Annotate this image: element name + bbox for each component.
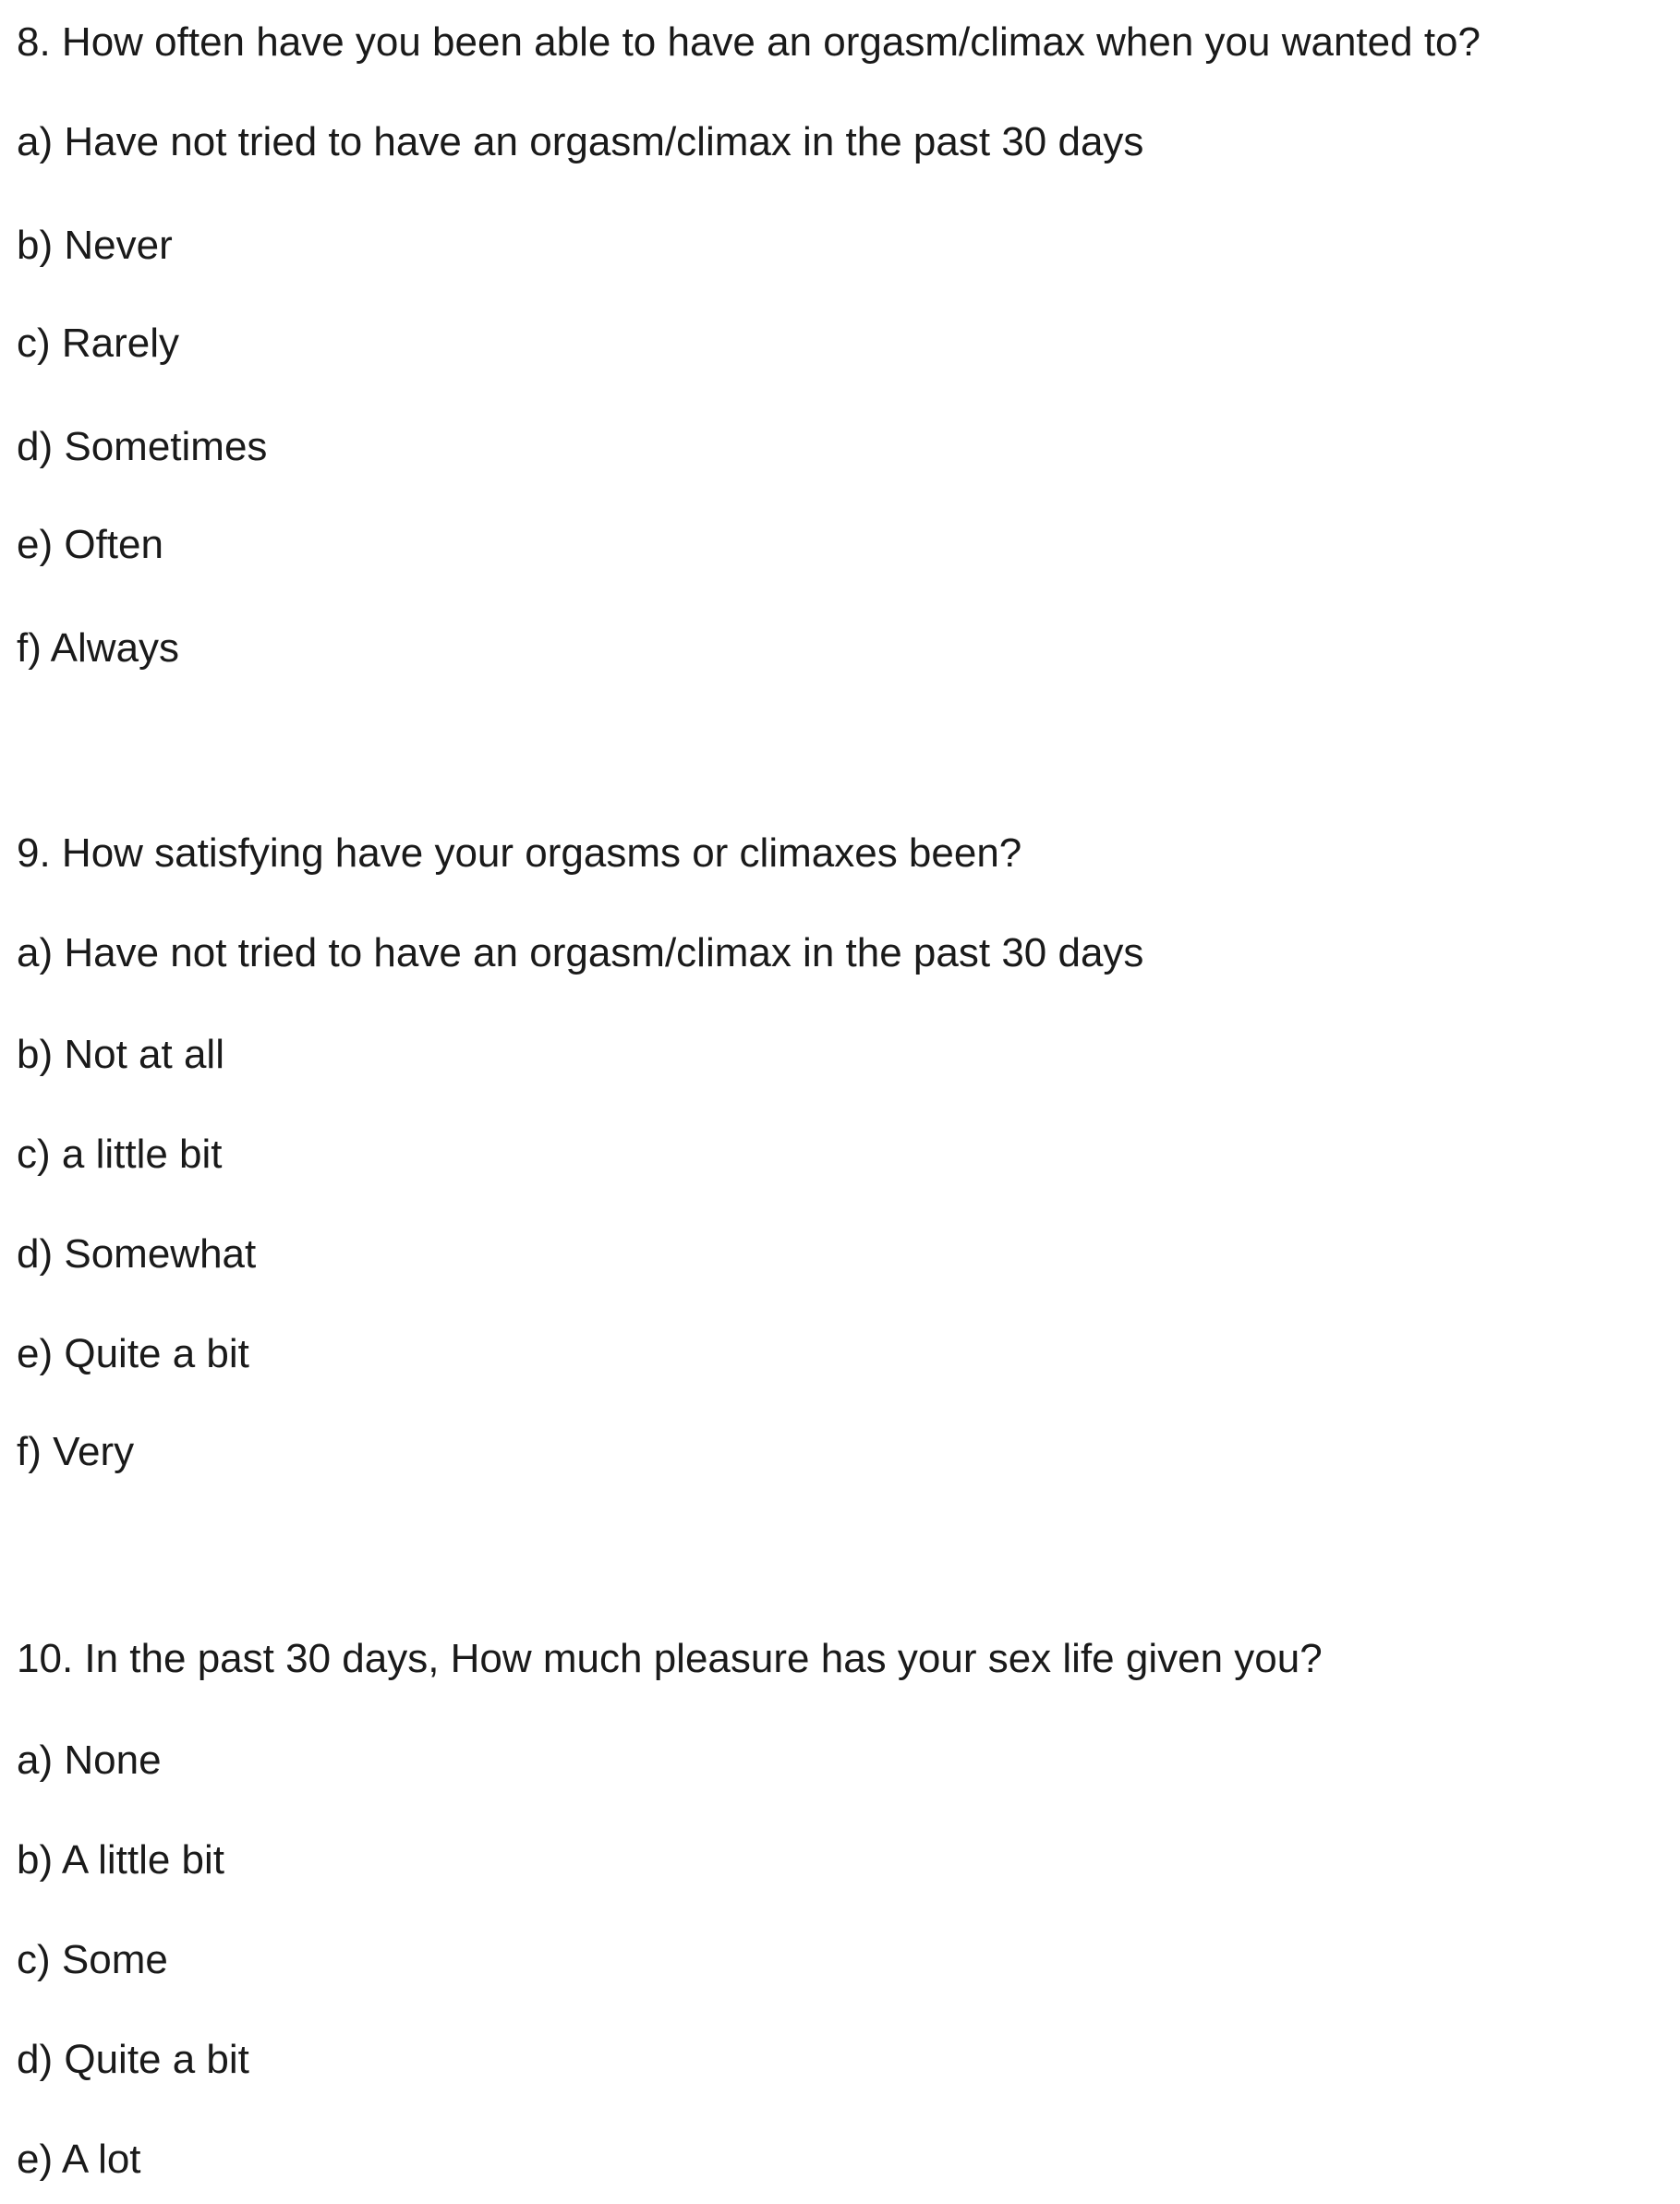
question-9-option-f: f) Very	[17, 1429, 135, 1474]
question-10-option-d: d) Quite a bit	[17, 2037, 249, 2082]
question-9-option-d: d) Somewhat	[17, 1231, 257, 1277]
question-9-option-b: b) Not at all	[17, 1032, 224, 1077]
question-10-option-b: b) A little bit	[17, 1837, 225, 1883]
question-9-option-a: a) Have not tried to have an orgasm/climax in the past 30 days	[17, 930, 1144, 975]
question-10-option-a: a) None	[17, 1738, 162, 1783]
question-10-option-c: c) Some	[17, 1937, 168, 1982]
question-8-option-e: e) Often	[17, 522, 163, 567]
question-8-option-a: a) Have not tried to have an orgasm/climax in the past 30 days	[17, 119, 1144, 164]
question-9-option-e: e) Quite a bit	[17, 1331, 249, 1376]
question-8-text: 8. How often have you been able to have an orgasm/climax when you wanted to?	[17, 19, 1481, 65]
question-10-text: 10. In the past 30 days, How much pleasure has your sex life given you?	[17, 1636, 1323, 1681]
question-9-option-c: c) a little bit	[17, 1132, 223, 1177]
question-8-option-d: d) Sometimes	[17, 424, 268, 469]
question-8-option-b: b) Never	[17, 223, 173, 268]
question-8-option-f: f) Always	[17, 625, 180, 671]
question-9-text: 9. How satisfying have your orgasms or climaxes been?	[17, 830, 1022, 876]
question-10-option-e: e) A lot	[17, 2137, 141, 2182]
question-8-option-c: c) Rarely	[17, 321, 180, 366]
